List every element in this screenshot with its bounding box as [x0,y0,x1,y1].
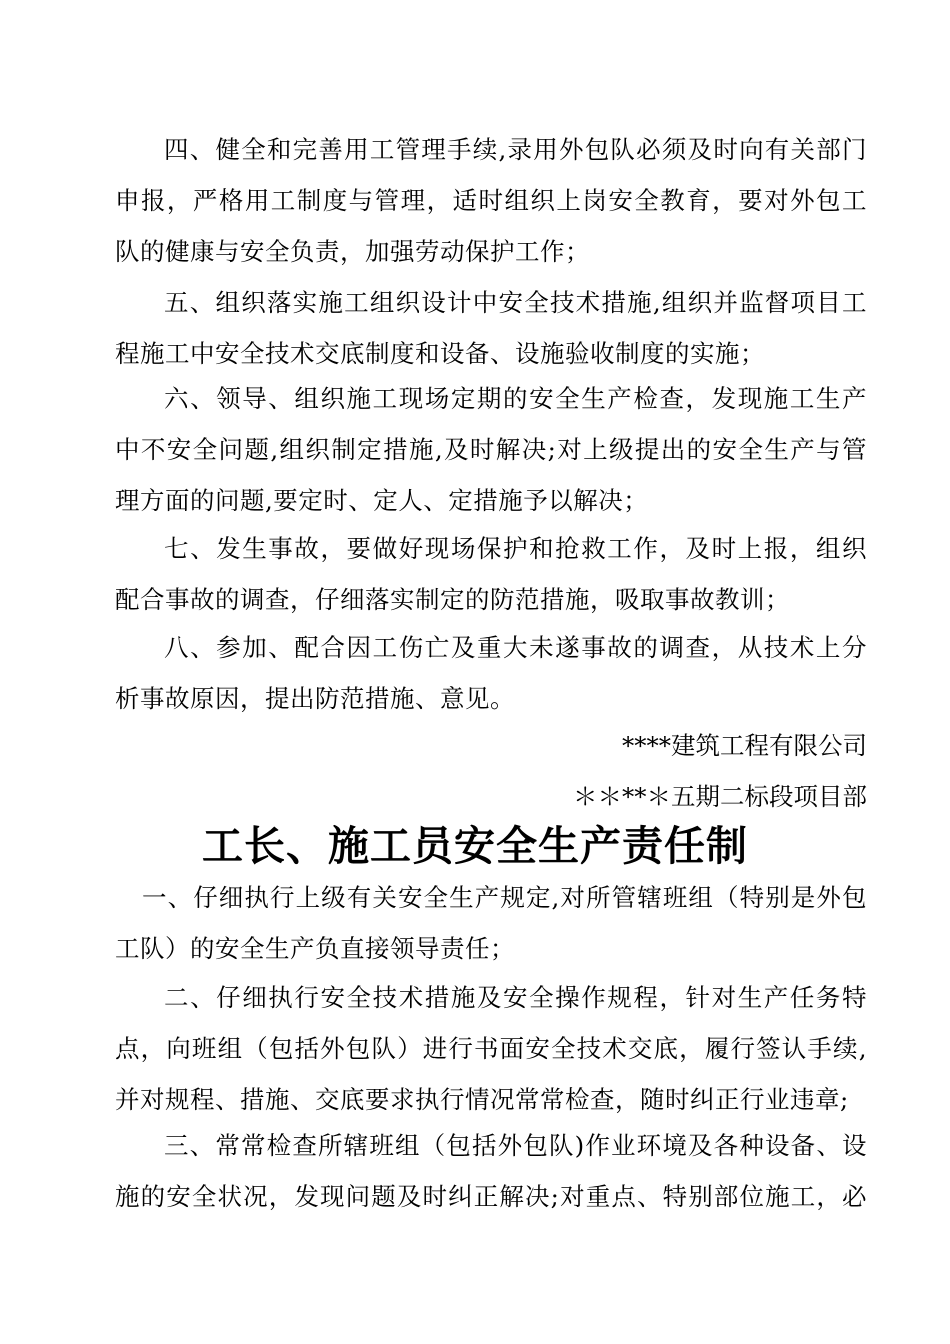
paragraph-duty-3 [115,1120,867,1222]
text-line: 并对规程、措施、交底要求执行情况常常检查，随时纠正行业违章; [115,1085,849,1114]
paragraph-item-8 [115,622,867,724]
text-line: 点，向班组（包括外包队）进行书面安全技术交底，履行签认手续, [115,1034,867,1063]
section-title: 工长、施工员安全生产责任制 [202,822,748,870]
text-line: 二、仔细执行安全技术措施及安全操作规程，针对生产任务特 [164,983,867,1012]
text-line: 队的健康与安全负责，加强劳动保护工作； [115,237,590,266]
text-line: 六、领导、组织施工现场定期的安全生产检查，发现施工生产 [164,384,867,413]
signature-company: ****建筑工程有限公司 [622,731,867,760]
text-line: 三、常常检查所辖班组（包括外包队)作业环境及各种设备、设 [164,1131,867,1160]
text-line: 一、仔细执行上级有关安全生产规定,对所管辖班组（特别是外包 [142,883,867,912]
text-line: 配合事故的调查，仔细落实制定的防范措施，吸取事故教训； [115,585,790,614]
text-line: 七、发生事故，要做好现场保护和抢救工作，及时上报，组织 [164,534,867,563]
paragraph-item-5 [115,277,867,379]
text-line: 理方面的问题,要定时、定人、定措施予以解决； [115,486,649,515]
text-line: 程施工中安全技术交底制度和设备、设施验收制度的实施； [115,339,765,368]
paragraph-item-6 [115,373,867,526]
text-line: 工队）的安全生产负直接领导责任； [115,934,515,963]
text-line: 中不安全问题,组织制定措施,及时解决;对上级提出的安全生产与管 [115,435,867,464]
signature-department: ＊＊**＊五期二标段项目部 [573,782,867,811]
text-line: 四、健全和完善用工管理手续,录用外包队必须及时向有关部门 [164,135,867,164]
text-line: 施的安全状况，发现问题及时纠正解决;对重点、特别部位施工，必 [115,1182,867,1211]
text-line: 析事故原因，提出防范措施、意见。 [115,684,515,713]
paragraph-duty-2 [115,972,867,1125]
text-line: 五、组织落实施工组织设计中安全技术措施,组织并监督项目工 [164,288,867,317]
paragraph-item-4 [115,124,867,277]
paragraph-item-7 [115,523,867,625]
paragraph-duty-1 [115,872,867,974]
text-line: 申报，严格用工制度与管理，适时组织上岗安全教育，要对外包工 [115,186,867,215]
text-line: 八、参加、配合因工伤亡及重大未遂事故的调查，从技术上分 [164,633,867,662]
